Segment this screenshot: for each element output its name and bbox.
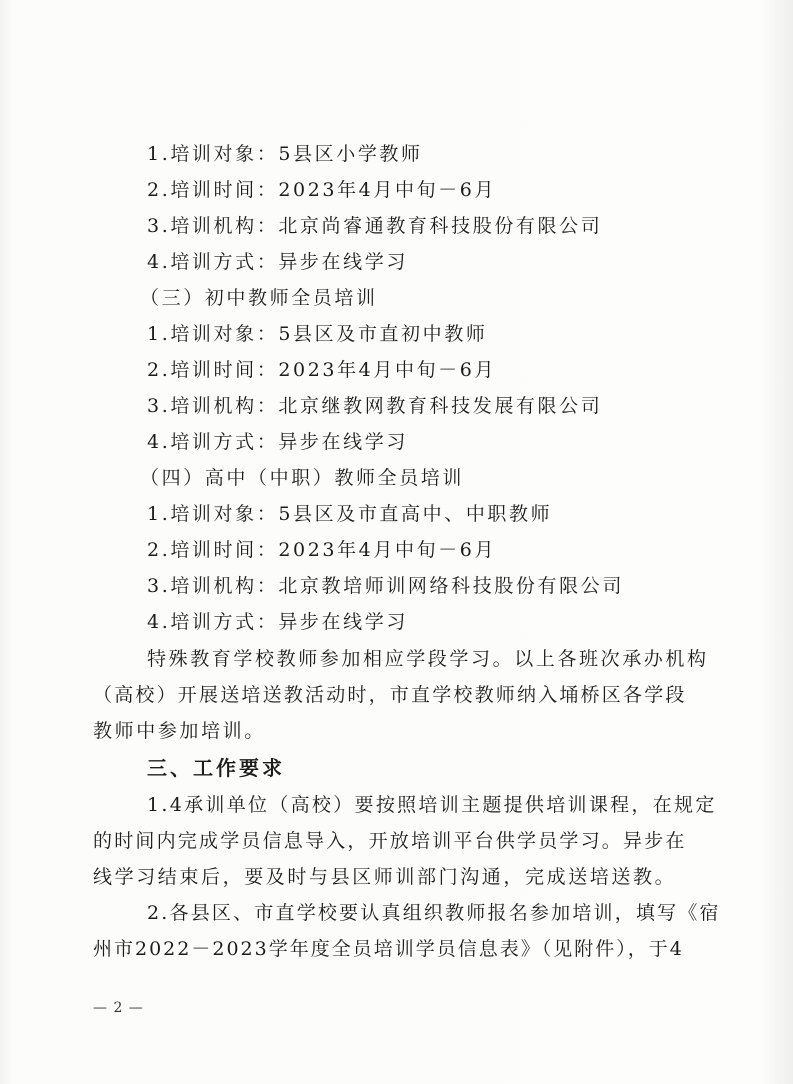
page-number: — 2 — (93, 1000, 144, 1016)
line-4-1-target: 1.培训对象：5县区及市直高中、中职教师 (147, 503, 553, 525)
line-4-4-method: 4.培训方式：异步在线学习 (147, 611, 408, 633)
paragraph-special-education: 特殊教育学校教师参加相应学段学习。以上各班次承办机构 (147, 648, 709, 670)
paragraph-special-education-cont-1: （高校）开展送培送教活动时，市直学校教师纳入埇桥区各学段 (93, 684, 687, 706)
requirement-2-line-2: 州市2022－2023学年度全员培训学员信息表》（见附件），于4 (93, 938, 684, 960)
line-1-1-target: 1.培训对象：5县区小学教师 (147, 143, 423, 165)
line-4-3-institution: 3.培训机构：北京教培师训网络科技股份有限公司 (147, 575, 624, 597)
requirement-1-line-1: 1.4承训单位（高校）要按照培训主题提供培训课程，在规定 (147, 794, 717, 816)
paragraph-special-education-cont-2: 教师中参加培训。 (93, 720, 266, 742)
requirement-1-line-3: 线学习结束后，要及时与县区师训部门沟通，完成送培送教。 (93, 866, 677, 888)
line-1-3-institution: 3.培训机构：北京尚睿通教育科技股份有限公司 (147, 215, 603, 237)
line-1-2-time: 2.培训时间：2023年4月中旬－6月 (147, 179, 497, 201)
requirement-2-line-1: 2.各县区、市直学校要认真组织教师报名参加培训，填写《宿 (147, 902, 721, 924)
line-3-2-time: 2.培训时间：2023年4月中旬－6月 (147, 359, 497, 381)
section-heading-work-requirements: 三、工作要求 (147, 756, 285, 780)
section-3-heading: （三）初中教师全员培训 (140, 287, 378, 309)
line-3-1-target: 1.培训对象：5县区及市直初中教师 (147, 323, 488, 345)
section-4-heading: （四）高中（中职）教师全员培训 (140, 467, 465, 489)
requirement-1-line-2: 的时间内完成学员信息导入，开放培训平台供学员学习。异步在 (93, 830, 687, 852)
line-1-4-method: 4.培训方式：异步在线学习 (147, 251, 408, 273)
line-3-4-method: 4.培训方式：异步在线学习 (147, 431, 408, 453)
line-4-2-time: 2.培训时间：2023年4月中旬－6月 (147, 539, 497, 561)
line-3-3-institution: 3.培训机构：北京继教网教育科技发展有限公司 (147, 395, 603, 417)
